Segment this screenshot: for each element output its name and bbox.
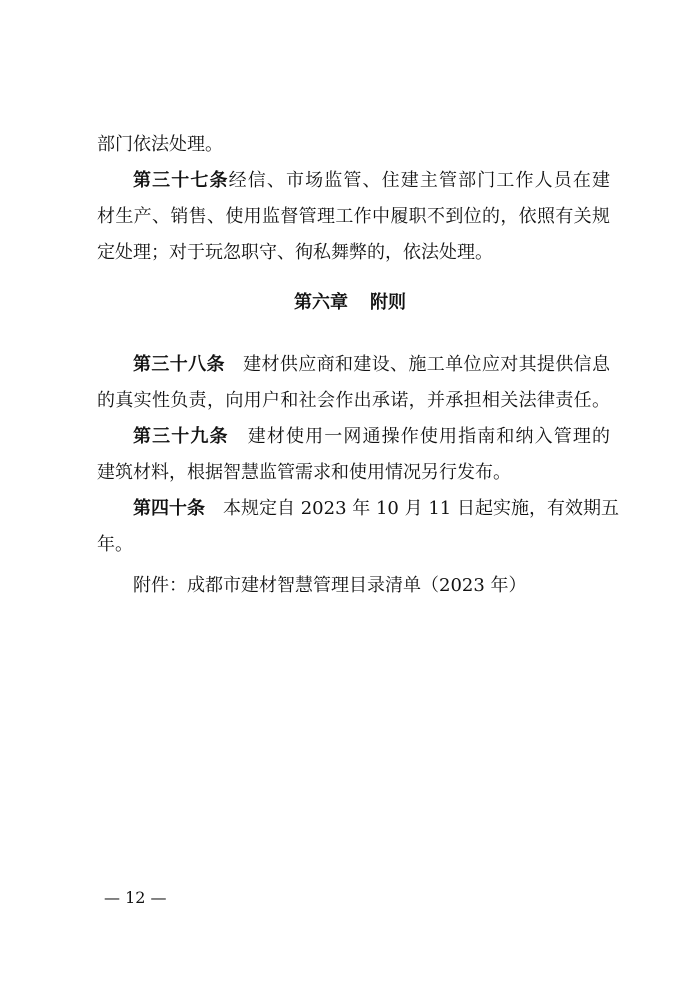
article-40-line-1 [97, 491, 619, 527]
section-articles [97, 347, 619, 563]
continuation-line: 部门依法处理。 [97, 134, 223, 155]
article-39-text-1: 建材使用一网通操作使用指南和纳入管理的 [246, 426, 610, 447]
attachment-line: 附件：成都市建材智慧管理目录清单（2023 年） [133, 575, 527, 596]
chapter-heading [0, 285, 700, 321]
article-37-label: 第三十七条 [133, 170, 229, 191]
chapter-number: 第六章 [294, 292, 348, 313]
article-37-line-1 [97, 163, 610, 199]
article-40-label: 第四十条 [133, 498, 205, 519]
article-38-label: 第三十八条 [133, 354, 225, 375]
article-40-line-2: 年。 [97, 534, 133, 555]
article-38-line-1 [97, 347, 610, 383]
section-attachment [97, 568, 610, 604]
article-38-line-2: 的真实性负责，向用户和社会作出承诺，并承担相关法律责任。 [97, 390, 610, 411]
article-39-line-1 [97, 419, 610, 455]
article-40-text-1: 本规定自 2023 年 10 月 11 日起实施，有效期五 [223, 498, 619, 519]
article-37-line-2: 材生产、销售、使用监督管理工作中履职不到位的，依照有关规 [97, 206, 610, 227]
article-39-label: 第三十九条 [133, 426, 229, 447]
section-top [97, 127, 610, 271]
article-37-line-3: 定处理；对于玩忽职守、徇私舞弊的，依法处理。 [97, 242, 493, 263]
page-number: — 12 — [104, 888, 167, 907]
article-38-text-1: 建材供应商和建设、施工单位应对其提供信息 [242, 354, 611, 375]
article-39-line-2: 建筑材料，根据智慧监管需求和使用情况另行发布。 [97, 462, 511, 483]
chapter-title: 附则 [370, 292, 406, 313]
article-37-text-1: 经信、市场监管、住建主管部门工作人员在建 [228, 170, 610, 191]
